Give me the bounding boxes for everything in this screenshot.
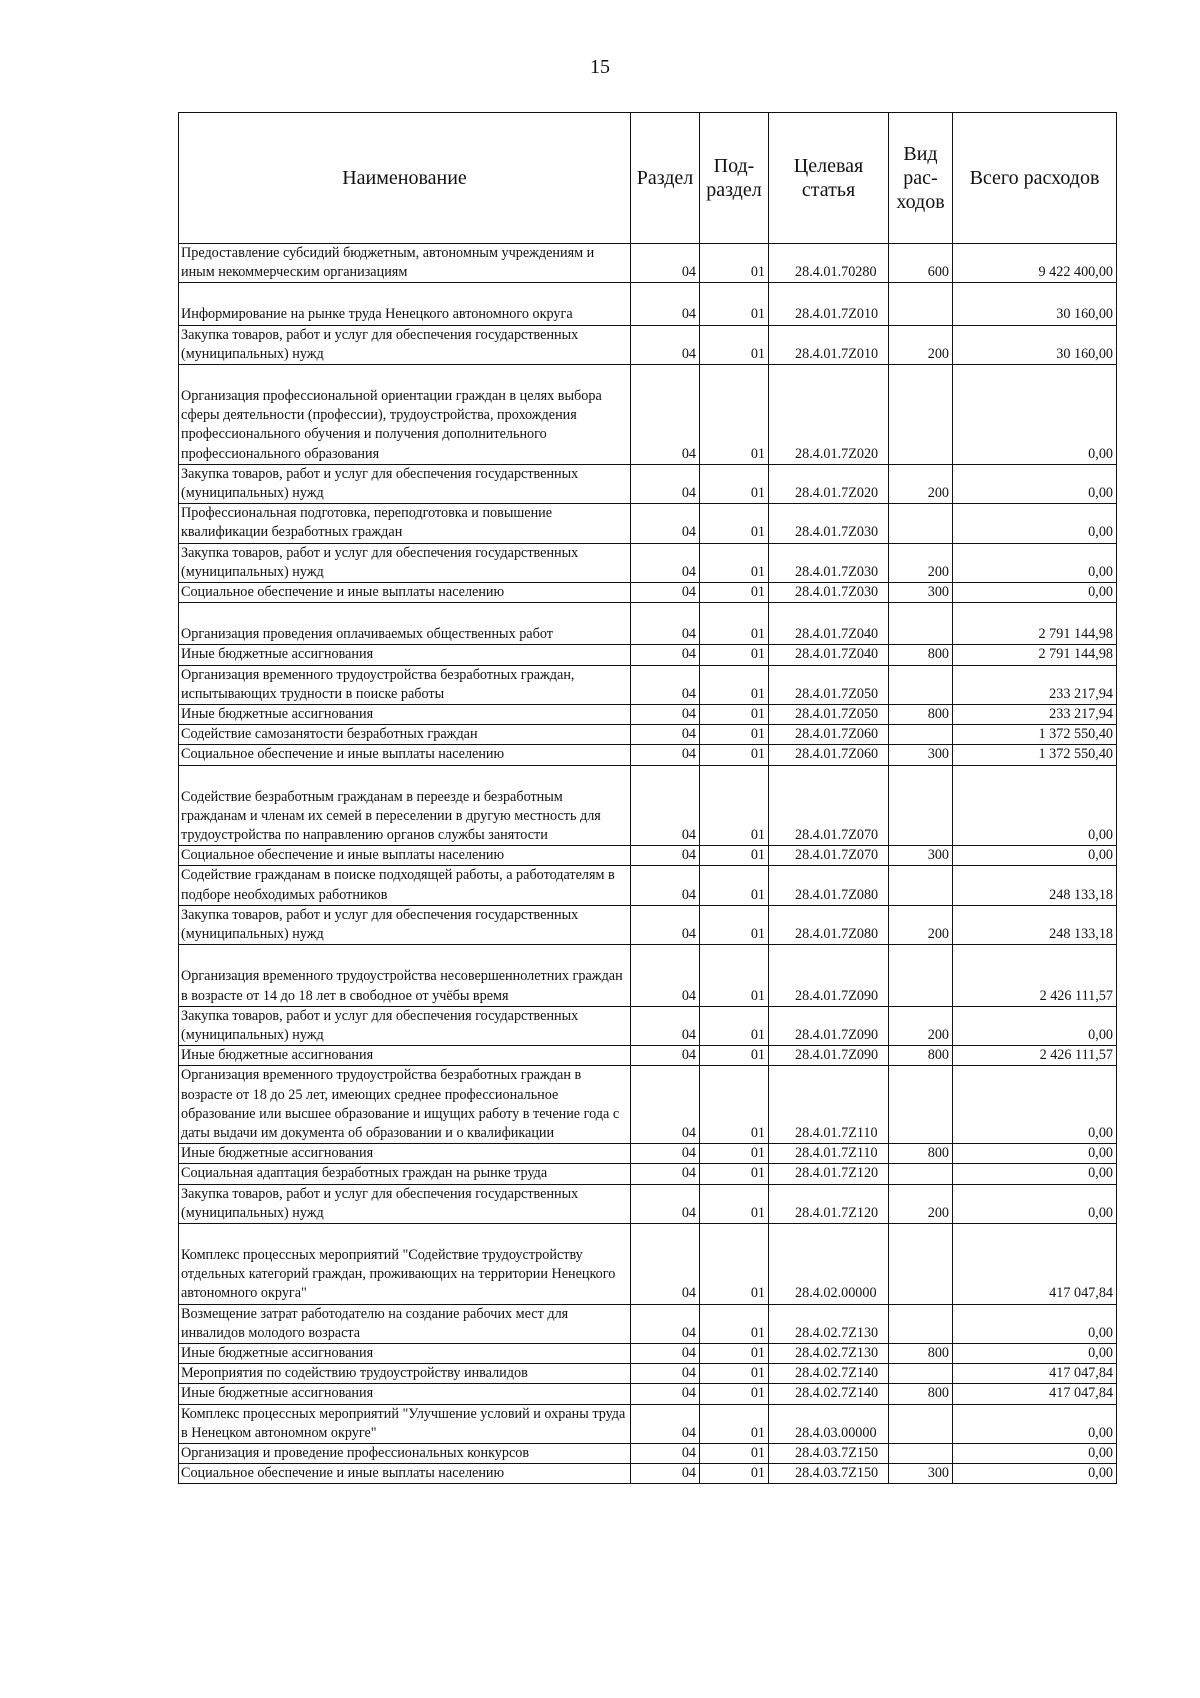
section-cell: 04 — [631, 1304, 700, 1343]
subsection-cell: 01 — [700, 866, 769, 905]
total-cell: 30 160,00 — [953, 283, 1117, 325]
kind-cell — [889, 1443, 953, 1463]
header-total: Всего расходов — [953, 113, 1117, 244]
total-cell: 0,00 — [953, 1404, 1117, 1443]
name-cell: Организация профессиональной ориентации граждан в целях выбора сферы деятельности (профессии), трудоустройства, прохождения профессионального обучения и получения дополнительного профессионального образования — [179, 365, 631, 465]
section-cell: 04 — [631, 583, 700, 603]
name-cell: Комплекс процессных мероприятий "Улучшение условий и охраны труда в Ненецком автономном округе" — [179, 1404, 631, 1443]
name-cell: Иные бюджетные ассигнования — [179, 1384, 631, 1404]
total-cell: 233 217,94 — [953, 705, 1117, 725]
kind-cell — [889, 1223, 953, 1304]
name-cell: Мероприятия по содействию трудоустройству инвалидов — [179, 1364, 631, 1384]
subsection-cell: 01 — [700, 543, 769, 582]
target-cell: 28.4.02.00000 — [769, 1223, 889, 1304]
total-cell: 2 426 111,57 — [953, 945, 1117, 1006]
subsection-cell: 01 — [700, 1343, 769, 1363]
target-cell: 28.4.01.7Z090 — [769, 945, 889, 1006]
section-cell: 04 — [631, 725, 700, 745]
table-row — [179, 283, 1117, 325]
subsection-cell: 01 — [700, 603, 769, 645]
target-cell: 28.4.01.7Z110 — [769, 1066, 889, 1144]
table-row — [179, 543, 1117, 582]
table-header — [179, 113, 1117, 244]
subsection-cell: 01 — [700, 665, 769, 704]
section-cell: 04 — [631, 365, 700, 465]
name-cell: Содействие гражданам в поиске подходящей работы, а работодателям в подборе необходимых работников — [179, 866, 631, 905]
subsection-cell: 01 — [700, 745, 769, 765]
section-cell: 04 — [631, 1144, 700, 1164]
total-cell: 0,00 — [953, 543, 1117, 582]
kind-cell — [889, 945, 953, 1006]
table-row — [179, 365, 1117, 465]
subsection-cell: 01 — [700, 1046, 769, 1066]
target-cell: 28.4.01.7Z120 — [769, 1164, 889, 1184]
name-cell: Иные бюджетные ассигнования — [179, 705, 631, 725]
subsection-cell: 01 — [700, 325, 769, 364]
subsection-cell: 01 — [700, 365, 769, 465]
target-cell: 28.4.01.7Z030 — [769, 583, 889, 603]
subsection-cell: 01 — [700, 1164, 769, 1184]
total-cell: 2 791 144,98 — [953, 603, 1117, 645]
subsection-cell: 01 — [700, 583, 769, 603]
table-row — [179, 1464, 1117, 1484]
total-cell: 0,00 — [953, 365, 1117, 465]
kind-cell — [889, 866, 953, 905]
table-body — [179, 244, 1117, 1484]
section-cell: 04 — [631, 1343, 700, 1363]
table-row — [179, 1046, 1117, 1066]
target-cell: 28.4.03.00000 — [769, 1404, 889, 1443]
subsection-cell: 01 — [700, 1364, 769, 1384]
table-row — [179, 866, 1117, 905]
total-cell: 1 372 550,40 — [953, 725, 1117, 745]
name-cell: Закупка товаров, работ и услуг для обеспечения государственных (муниципальных) нужд — [179, 1184, 631, 1223]
kind-cell: 300 — [889, 846, 953, 866]
header-name: Наименование — [179, 113, 631, 244]
header-kind: Вид рас- ходов — [889, 113, 953, 244]
name-cell: Иные бюджетные ассигнования — [179, 645, 631, 665]
target-cell: 28.4.01.7Z020 — [769, 464, 889, 503]
kind-cell — [889, 1404, 953, 1443]
table-row — [179, 583, 1117, 603]
table-row — [179, 905, 1117, 944]
name-cell: Комплекс процессных мероприятий "Содействие трудоустройству отдельных категорий граждан, проживающих на территории Ненецкого автономного округа" — [179, 1223, 631, 1304]
kind-cell: 300 — [889, 745, 953, 765]
name-cell: Иные бюджетные ассигнования — [179, 1144, 631, 1164]
table-row — [179, 745, 1117, 765]
target-cell: 28.4.01.7Z040 — [769, 603, 889, 645]
header-target: Целевая статья — [769, 113, 889, 244]
section-cell: 04 — [631, 1443, 700, 1463]
page-number: 15 — [590, 56, 610, 78]
name-cell: Предоставление субсидий бюджетным, автономным учреждениям и иным некоммерческим организациям — [179, 244, 631, 283]
name-cell: Содействие самозанятости безработных граждан — [179, 725, 631, 745]
kind-cell: 300 — [889, 1464, 953, 1484]
table-row — [179, 1404, 1117, 1443]
total-cell: 248 133,18 — [953, 905, 1117, 944]
kind-cell — [889, 504, 953, 543]
table-row — [179, 665, 1117, 704]
name-cell: Социальное обеспечение и иные выплаты населению — [179, 846, 631, 866]
name-cell: Организация временного трудоустройства безработных граждан, испытывающих трудности в поиске работы — [179, 665, 631, 704]
total-cell: 248 133,18 — [953, 866, 1117, 905]
section-cell: 04 — [631, 1223, 700, 1304]
subsection-cell: 01 — [700, 1223, 769, 1304]
name-cell: Возмещение затрат работодателю на создание рабочих мест для инвалидов молодого возраста — [179, 1304, 631, 1343]
section-cell: 04 — [631, 665, 700, 704]
total-cell: 0,00 — [953, 464, 1117, 503]
section-cell: 04 — [631, 705, 700, 725]
kind-cell: 800 — [889, 1046, 953, 1066]
section-cell: 04 — [631, 905, 700, 944]
total-cell: 0,00 — [953, 504, 1117, 543]
total-cell: 417 047,84 — [953, 1364, 1117, 1384]
subsection-cell: 01 — [700, 945, 769, 1006]
target-cell: 28.4.01.7Z050 — [769, 705, 889, 725]
table-row — [179, 1304, 1117, 1343]
kind-cell — [889, 283, 953, 325]
header-section: Раздел — [631, 113, 700, 244]
subsection-cell: 01 — [700, 244, 769, 283]
section-cell: 04 — [631, 1006, 700, 1045]
section-cell: 04 — [631, 866, 700, 905]
table-row — [179, 945, 1117, 1006]
target-cell: 28.4.01.7Z010 — [769, 325, 889, 364]
table-row — [179, 725, 1117, 745]
table-row — [179, 1144, 1117, 1164]
section-cell: 04 — [631, 464, 700, 503]
kind-cell: 200 — [889, 905, 953, 944]
subsection-cell: 01 — [700, 846, 769, 866]
subsection-cell: 01 — [700, 765, 769, 846]
total-cell: 30 160,00 — [953, 325, 1117, 364]
total-cell: 0,00 — [953, 583, 1117, 603]
kind-cell: 800 — [889, 645, 953, 665]
target-cell: 28.4.03.7Z150 — [769, 1443, 889, 1463]
section-cell: 04 — [631, 1164, 700, 1184]
name-cell: Иные бюджетные ассигнования — [179, 1343, 631, 1363]
total-cell: 0,00 — [953, 1304, 1117, 1343]
total-cell: 0,00 — [953, 765, 1117, 846]
section-cell: 04 — [631, 504, 700, 543]
target-cell: 28.4.03.7Z150 — [769, 1464, 889, 1484]
name-cell: Закупка товаров, работ и услуг для обеспечения государственных (муниципальных) нужд — [179, 543, 631, 582]
subsection-cell: 01 — [700, 905, 769, 944]
kind-cell — [889, 603, 953, 645]
section-cell: 04 — [631, 1184, 700, 1223]
table-row — [179, 705, 1117, 725]
subsection-cell: 01 — [700, 1144, 769, 1164]
subsection-cell: 01 — [700, 1464, 769, 1484]
target-cell: 28.4.02.7Z130 — [769, 1304, 889, 1343]
subsection-cell: 01 — [700, 504, 769, 543]
subsection-cell: 01 — [700, 1066, 769, 1144]
subsection-cell: 01 — [700, 705, 769, 725]
section-cell: 04 — [631, 1066, 700, 1144]
name-cell: Социальное обеспечение и иные выплаты населению — [179, 1464, 631, 1484]
target-cell: 28.4.01.7Z060 — [769, 725, 889, 745]
total-cell: 2 426 111,57 — [953, 1046, 1117, 1066]
table-row — [179, 1343, 1117, 1363]
target-cell: 28.4.01.7Z050 — [769, 665, 889, 704]
name-cell: Содействие безработным гражданам в переезде и безработным гражданам и членам их семей в переселении в другую местность для трудоустройства по направлению органов службы занятости — [179, 765, 631, 846]
table-row — [179, 1164, 1117, 1184]
target-cell: 28.4.01.7Z120 — [769, 1184, 889, 1223]
name-cell: Социальная адаптация безработных граждан на рынке труда — [179, 1164, 631, 1184]
target-cell: 28.4.02.7Z130 — [769, 1343, 889, 1363]
name-cell: Социальное обеспечение и иные выплаты населению — [179, 583, 631, 603]
name-cell: Социальное обеспечение и иные выплаты населению — [179, 745, 631, 765]
target-cell: 28.4.01.7Z010 — [769, 283, 889, 325]
kind-cell: 800 — [889, 1343, 953, 1363]
table-row — [179, 645, 1117, 665]
name-cell: Закупка товаров, работ и услуг для обеспечения государственных (муниципальных) нужд — [179, 1006, 631, 1045]
section-cell: 04 — [631, 1364, 700, 1384]
total-cell: 2 791 144,98 — [953, 645, 1117, 665]
section-cell: 04 — [631, 745, 700, 765]
name-cell: Организация временного трудоустройства безработных граждан в возрасте от 18 до 25 лет, имеющих среднее профессиональное образование или высшее образование и ищущих работу в течение года с даты выдачи им документа об образовании и о квалификации — [179, 1066, 631, 1144]
subsection-cell: 01 — [700, 645, 769, 665]
total-cell: 417 047,84 — [953, 1384, 1117, 1404]
kind-cell: 200 — [889, 543, 953, 582]
table-row — [179, 1006, 1117, 1045]
table-row — [179, 765, 1117, 846]
subsection-cell: 01 — [700, 464, 769, 503]
target-cell: 28.4.01.7Z080 — [769, 905, 889, 944]
kind-cell — [889, 1304, 953, 1343]
total-cell: 9 422 400,00 — [953, 244, 1117, 283]
table-row — [179, 244, 1117, 283]
kind-cell: 800 — [889, 1384, 953, 1404]
target-cell: 28.4.01.7Z030 — [769, 504, 889, 543]
section-cell: 04 — [631, 765, 700, 846]
table-row — [179, 1066, 1117, 1144]
kind-cell: 300 — [889, 583, 953, 603]
section-cell: 04 — [631, 283, 700, 325]
section-cell: 04 — [631, 1384, 700, 1404]
name-cell: Организация проведения оплачиваемых общественных работ — [179, 603, 631, 645]
kind-cell — [889, 665, 953, 704]
table-row — [179, 1384, 1117, 1404]
total-cell: 0,00 — [953, 1164, 1117, 1184]
table-row — [179, 1223, 1117, 1304]
total-cell: 0,00 — [953, 1464, 1117, 1484]
kind-cell: 200 — [889, 1006, 953, 1045]
target-cell: 28.4.01.7Z040 — [769, 645, 889, 665]
section-cell: 04 — [631, 945, 700, 1006]
budget-table — [178, 112, 1117, 1484]
table-row — [179, 464, 1117, 503]
total-cell: 0,00 — [953, 1343, 1117, 1363]
subsection-cell: 01 — [700, 1304, 769, 1343]
table-row — [179, 846, 1117, 866]
name-cell: Закупка товаров, работ и услуг для обеспечения государственных (муниципальных) нужд — [179, 325, 631, 364]
header-subsection: Под- раздел — [700, 113, 769, 244]
kind-cell — [889, 765, 953, 846]
target-cell: 28.4.01.7Z110 — [769, 1144, 889, 1164]
kind-cell: 800 — [889, 705, 953, 725]
section-cell: 04 — [631, 846, 700, 866]
target-cell: 28.4.01.7Z080 — [769, 866, 889, 905]
kind-cell — [889, 1164, 953, 1184]
name-cell: Иные бюджетные ассигнования — [179, 1046, 631, 1066]
subsection-cell: 01 — [700, 1006, 769, 1045]
section-cell: 04 — [631, 603, 700, 645]
target-cell: 28.4.01.7Z020 — [769, 365, 889, 465]
target-cell: 28.4.01.7Z090 — [769, 1006, 889, 1045]
target-cell: 28.4.01.7Z090 — [769, 1046, 889, 1066]
subsection-cell: 01 — [700, 1443, 769, 1463]
target-cell: 28.4.01.7Z030 — [769, 543, 889, 582]
kind-cell — [889, 365, 953, 465]
name-cell: Закупка товаров, работ и услуг для обеспечения государственных (муниципальных) нужд — [179, 464, 631, 503]
section-cell: 04 — [631, 325, 700, 364]
target-cell: 28.4.01.7Z060 — [769, 745, 889, 765]
section-cell: 04 — [631, 1046, 700, 1066]
target-cell: 28.4.01.70280 — [769, 244, 889, 283]
total-cell: 0,00 — [953, 1006, 1117, 1045]
table-row — [179, 1184, 1117, 1223]
table-row — [179, 504, 1117, 543]
section-cell: 04 — [631, 1464, 700, 1484]
table-row — [179, 1443, 1117, 1463]
name-cell: Организация временного трудоустройства несовершеннолетних граждан в возрасте от 14 до 18 лет в свободное от учёбы время — [179, 945, 631, 1006]
kind-cell — [889, 725, 953, 745]
name-cell: Закупка товаров, работ и услуг для обеспечения государственных (муниципальных) нужд — [179, 905, 631, 944]
kind-cell: 200 — [889, 1184, 953, 1223]
subsection-cell: 01 — [700, 725, 769, 745]
kind-cell: 200 — [889, 464, 953, 503]
total-cell: 0,00 — [953, 1066, 1117, 1144]
subsection-cell: 01 — [700, 1384, 769, 1404]
kind-cell: 800 — [889, 1144, 953, 1164]
total-cell: 0,00 — [953, 1144, 1117, 1164]
total-cell: 0,00 — [953, 846, 1117, 866]
table-row — [179, 1364, 1117, 1384]
name-cell: Организация и проведение профессиональных конкурсов — [179, 1443, 631, 1463]
total-cell: 1 372 550,40 — [953, 745, 1117, 765]
section-cell: 04 — [631, 1404, 700, 1443]
total-cell: 233 217,94 — [953, 665, 1117, 704]
kind-cell — [889, 1364, 953, 1384]
subsection-cell: 01 — [700, 1184, 769, 1223]
target-cell: 28.4.02.7Z140 — [769, 1364, 889, 1384]
section-cell: 04 — [631, 645, 700, 665]
name-cell: Профессиональная подготовка, переподготовка и повышение квалификации безработных граждан — [179, 504, 631, 543]
target-cell: 28.4.02.7Z140 — [769, 1384, 889, 1404]
kind-cell: 200 — [889, 325, 953, 364]
section-cell: 04 — [631, 543, 700, 582]
table-row — [179, 325, 1117, 364]
name-cell: Информирование на рынке труда Ненецкого автономного округа — [179, 283, 631, 325]
target-cell: 28.4.01.7Z070 — [769, 846, 889, 866]
total-cell: 0,00 — [953, 1184, 1117, 1223]
kind-cell — [889, 1066, 953, 1144]
subsection-cell: 01 — [700, 1404, 769, 1443]
target-cell: 28.4.01.7Z070 — [769, 765, 889, 846]
total-cell: 417 047,84 — [953, 1223, 1117, 1304]
subsection-cell: 01 — [700, 283, 769, 325]
total-cell: 0,00 — [953, 1443, 1117, 1463]
table-row — [179, 603, 1117, 645]
kind-cell: 600 — [889, 244, 953, 283]
section-cell: 04 — [631, 244, 700, 283]
